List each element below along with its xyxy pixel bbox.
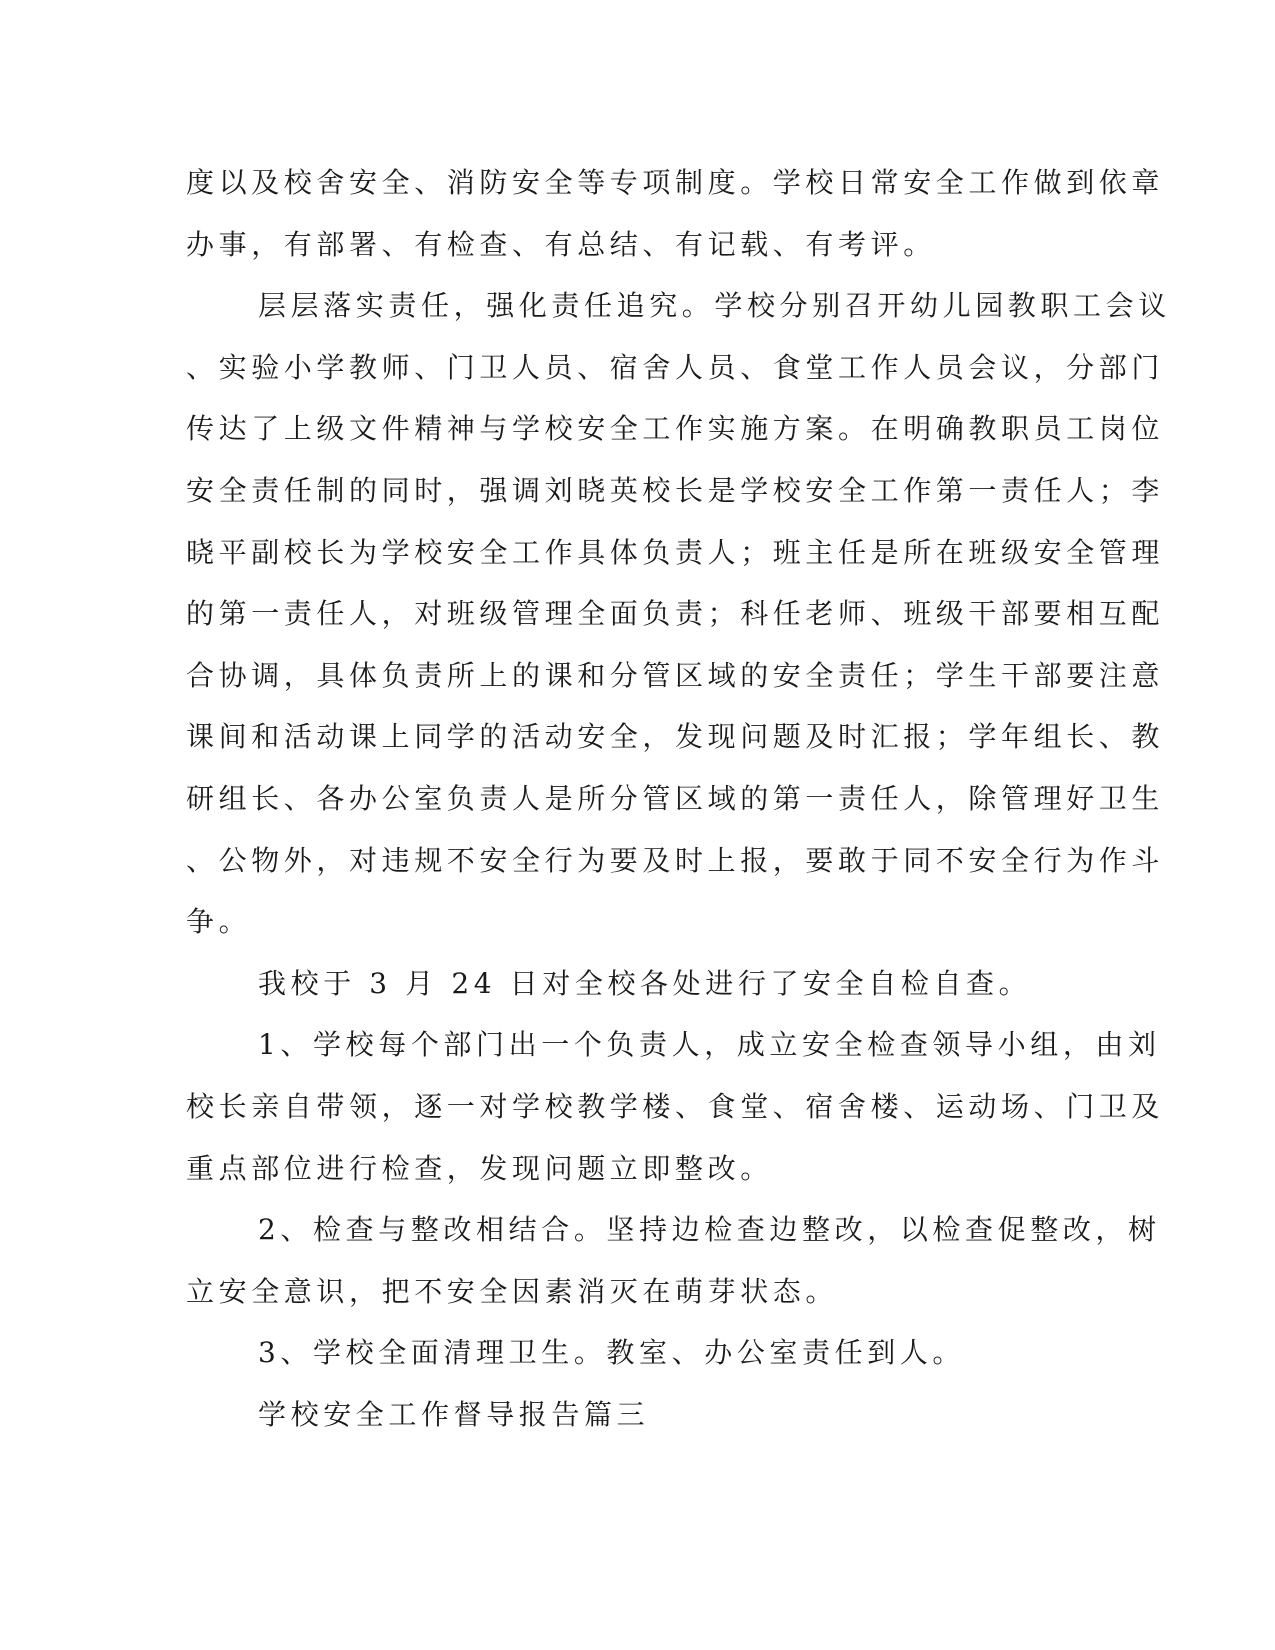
paragraph-start-line: 层层落实责任，强化责任追究。学校分别召开幼儿园教职工会议: [258, 289, 1171, 323]
paragraph-start-line: 我校于 3 月 24 日对全校各处进行了安全自检自查。: [258, 966, 1032, 1000]
body-line-11: 研组长、各办公室负责人是所分管区域的第一责任人，除管理好卫生: [186, 781, 1165, 815]
body-line-19: 立安全意识，把不安全因素消灭在萌芽状态。: [186, 1274, 839, 1308]
body-line-7: 晓平副校长为学校安全工作具体负责人；班主任是所在班级安全管理: [186, 535, 1165, 569]
list-item-3: 3、学校全面清理卫生。教室、办公室责任到人。: [258, 1336, 966, 1370]
body-line-12: 、公物外，对违规不安全行为要及时上报，要敢于同不安全行为作斗: [186, 843, 1165, 877]
list-item-2-start: 2、检查与整改相结合。坚持边检查边整改，以检查促整改，树: [258, 1213, 1161, 1247]
body-line-9: 合协调，具体负责所上的课和分管区域的安全责任；学生干部要注意: [186, 658, 1165, 692]
body-line-5: 传达了上级文件精神与学校安全工作实施方案。在明确教职员工岗位: [186, 412, 1165, 446]
body-line-13: 争。: [186, 905, 252, 939]
body-line-4: 、实验小学教师、门卫人员、宿舍人员、食堂工作人员会议，分部门: [186, 350, 1165, 384]
body-line-8: 的第一责任人，对班级管理全面负责；科任老师、班级干部要相互配: [186, 597, 1165, 631]
body-line-1: 度以及校舍安全、消防安全等专项制度。学校日常安全工作做到依章: [186, 166, 1165, 199]
body-line-2: 办事，有部署、有检查、有总结、有记载、有考评。: [186, 227, 936, 261]
body-line-16: 校长亲自带领，逐一对学校教学楼、食堂、宿舍楼、运动场、门卫及: [186, 1089, 1165, 1123]
body-line-10: 课间和活动课上同学的活动安全，发现问题及时汇报；学年组长、教: [186, 720, 1165, 754]
body-line-6: 安全责任制的同时，强调刘晓英校长是学校安全工作第一责任人；李: [186, 473, 1165, 507]
list-item-1-start: 1、学校每个部门出一个负责人，成立安全检查领导小组，由刘: [258, 1028, 1161, 1062]
section-heading: 学校安全工作督导报告篇三: [258, 1397, 650, 1431]
body-line-17: 重点部位进行检查，发现问题立即整改。: [186, 1151, 773, 1185]
document-body: [186, 152, 1171, 1445]
